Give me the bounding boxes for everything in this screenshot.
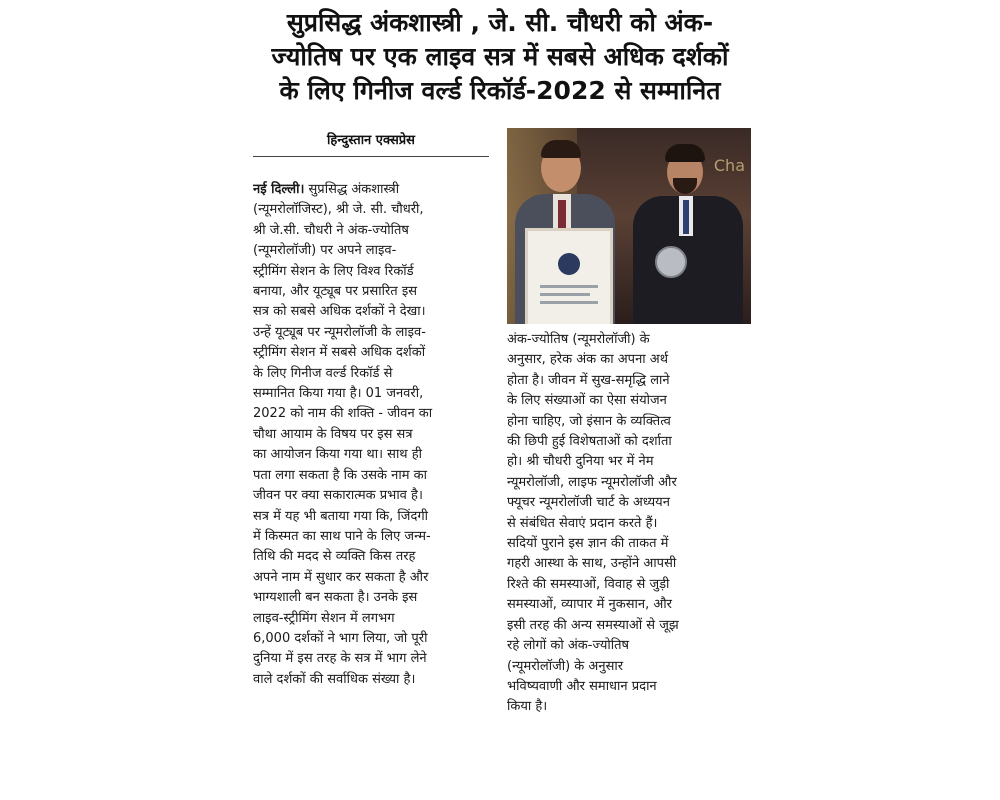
- article-line: वाले दर्शकों की सर्वाधिक संख्या है।: [253, 671, 416, 687]
- article-line: अपने नाम में सुधार कर सकता है और: [253, 569, 429, 585]
- article-line: समस्याओं, व्यापार में नुकसान, और: [507, 597, 672, 613]
- article-right-column: [507, 330, 749, 718]
- photo-background-text: Cha: [713, 156, 745, 175]
- article-line: लाइव-स्ट्रीमिंग सेशन में लगभग: [253, 610, 395, 626]
- article-line: 2022 को नाम की शक्ति - जीवन का: [253, 406, 433, 422]
- article-line: (न्यूमरोलॉजी) पर अपने लाइव-: [253, 243, 397, 259]
- certificate-text-line: [540, 301, 598, 304]
- article-line: न्यूमरोलॉजी, लाइफ न्यूमरोलॉजी और: [507, 474, 677, 490]
- article-line: रहे लोगों को अंक-ज्योतिष: [507, 638, 630, 654]
- person-right-hair: [665, 144, 705, 162]
- award-photo: [507, 128, 751, 324]
- article-line-text: सुप्रसिद्ध अंकशास्त्री: [308, 182, 400, 197]
- person-left-hair: [541, 140, 581, 158]
- article-line: भाग्यशाली बन सकता है। उनके इस: [253, 590, 418, 606]
- article-line: होना चाहिए, जो इंसान के व्यक्तित्व: [507, 413, 671, 429]
- article-line: हो। श्री चौधरी दुनिया भर में नेम: [507, 454, 654, 470]
- article-line: की छिपी हुई विशेषताओं को दर्शाता: [507, 434, 672, 450]
- certificate-frame: [525, 228, 613, 324]
- article-line: के लिए गिनीज वर्ल्ड रिकॉर्ड से: [253, 365, 393, 381]
- headline: [240, 6, 760, 108]
- article-left-column: [253, 180, 489, 690]
- article-line: इसी तरह की अन्य समस्याओं से जूझ: [507, 617, 679, 633]
- certificate-seal-icon: [558, 253, 580, 275]
- article-line: बनाया, और यूट्यूब पर प्रसारित इस: [253, 284, 417, 300]
- article-line: स्ट्रीमिंग सेशन के लिए विश्व रिकॉर्ड: [253, 263, 414, 279]
- article-line: होता है। जीवन में सुख-समृद्धि लाने: [507, 372, 670, 388]
- source-byline: हिन्दुस्तान एक्सप्रेस: [253, 130, 489, 157]
- article-line: जीवन पर क्या सकारात्मक प्रभाव है।: [253, 488, 423, 504]
- article-line: किया है।: [507, 699, 548, 715]
- article-line: का आयोजन किया गया था। साथ ही: [253, 447, 423, 463]
- article-line: (न्यूमरोलॉजी) के अनुसार: [507, 658, 624, 674]
- article-line: रिश्ते की समस्याओं, विवाह से जुड़ी: [507, 576, 670, 592]
- article-line: स्ट्रीमिंग सेशन में सबसे अधिक दर्शकों: [253, 345, 426, 361]
- person-right-tie: [683, 200, 689, 234]
- article-line: से संबंधित सेवाएं प्रदान करते हैं।: [507, 515, 658, 531]
- certificate-text-line: [540, 293, 590, 296]
- article-line: उन्हें यूट्यूब पर न्यूमरोलॉजी के लाइव-: [253, 324, 426, 340]
- article-line: भविष्यवाणी और समाधान प्रदान: [507, 678, 657, 694]
- article-line: दुनिया में इस तरह के सत्र में भाग लेने: [253, 651, 427, 667]
- certificate-text-line: [540, 285, 598, 288]
- article-line: (न्यूमरोलॉजिस्ट), श्री जे. सी. चौधरी,: [253, 202, 424, 218]
- article-line: सत्र में यह भी बताया गया कि, जिंदगी: [253, 508, 429, 524]
- headline-line-2: ज्योतिष पर एक लाइव सत्र में सबसे अधिक दर्शकों: [271, 42, 729, 71]
- article-line: फ्यूचर न्यूमरोलॉजी चार्ट के अध्ययन: [507, 495, 670, 511]
- article-line: सम्मानित किया गया है। 01 जनवरी,: [253, 386, 424, 402]
- medal-icon: [655, 246, 687, 278]
- article-line: चौथा आयाम के विषय पर इस सत्र: [253, 426, 413, 442]
- article-line: सदियों पुराने इस ज्ञान की ताकत में: [507, 536, 669, 552]
- headline-line-3: के लिए गिनीज वर्ल्ड रिकॉर्ड-2022 से सम्मानित: [279, 76, 721, 105]
- article-line: तिथि की मदद से व्यक्ति किस तरह: [253, 549, 416, 565]
- dateline: नई दिल्ली।: [253, 182, 305, 197]
- article-line: पता लगा सकता है कि उसके नाम का: [253, 467, 427, 483]
- article-line: 6,000 दर्शकों ने भाग लिया, जो पूरी: [253, 630, 428, 646]
- article-line: श्री जे.सी. चौधरी ने अंक-ज्योतिष: [253, 222, 409, 238]
- article-line: अनुसार, हरेक अंक का अपना अर्थ: [507, 352, 669, 368]
- article-line: गहरी आस्था के साथ, उन्होंने आपसी: [507, 556, 677, 572]
- article-line: सत्र को सबसे अधिक दर्शकों ने देखा।: [253, 304, 426, 320]
- article-line: [253, 180, 489, 200]
- article-line: के लिए संख्याओं का ऐसा संयोजन: [507, 393, 667, 409]
- article-line: अंक-ज्योतिष (न्यूमरोलॉजी) के: [507, 332, 650, 347]
- article-line: में किस्मत का साथ पाने के लिए जन्म-: [253, 528, 431, 544]
- headline-line-1: सुप्रसिद्ध अंकशास्त्री , जे. सी. चौधरी को अंक-: [286, 8, 714, 37]
